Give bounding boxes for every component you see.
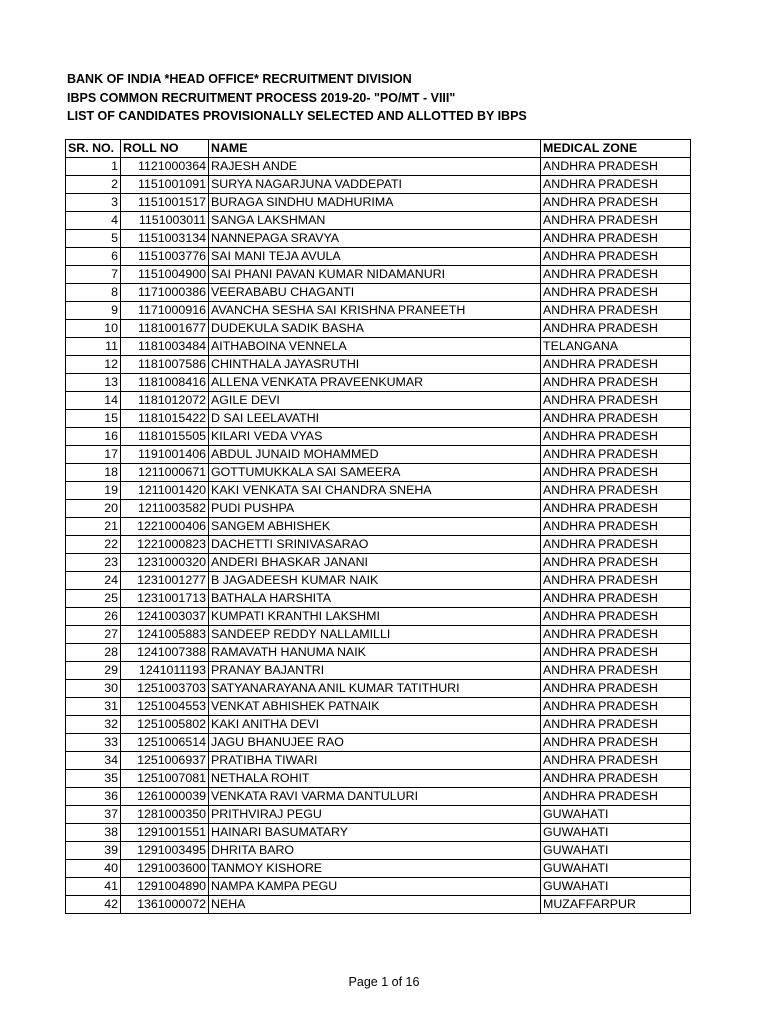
table-row [66, 392, 691, 410]
sr-no-cell: 17 [66, 446, 121, 464]
table-row [66, 806, 691, 824]
sr-no-cell: 36 [66, 788, 121, 806]
table-row [66, 320, 691, 338]
name-cell: SAI MANI TEJA AVULA [209, 248, 541, 266]
table-row [66, 482, 691, 500]
name-cell: NANNEPAGA SRAVYA [209, 230, 541, 248]
medical-zone-cell: ANDHRA PRADESH [541, 464, 691, 482]
roll-no-cell: 1231001277 [121, 572, 209, 590]
medical-zone-cell: ANDHRA PRADESH [541, 590, 691, 608]
roll-no-cell: 1151001517 [121, 194, 209, 212]
medical-zone-cell: ANDHRA PRADESH [541, 284, 691, 302]
medical-zone-cell: MUZAFFARPUR [541, 896, 691, 914]
sr-no-cell: 28 [66, 644, 121, 662]
medical-zone-cell: GUWAHATI [541, 878, 691, 896]
roll-no-cell: 1151003134 [121, 230, 209, 248]
sr-no-cell: 22 [66, 536, 121, 554]
roll-no-cell: 1291003495 [121, 842, 209, 860]
sr-no-cell: 31 [66, 698, 121, 716]
table-row [66, 536, 691, 554]
name-cell: NEHA [209, 896, 541, 914]
sr-no-cell: 33 [66, 734, 121, 752]
sr-no-cell: 20 [66, 500, 121, 518]
medical-zone-cell: ANDHRA PRADESH [541, 500, 691, 518]
sr-no-cell: 13 [66, 374, 121, 392]
roll-no-cell: 1181003484 [121, 338, 209, 356]
name-cell: HAINARI BASUMATARY [209, 824, 541, 842]
table-row [66, 500, 691, 518]
roll-no-cell: 1181015505 [121, 428, 209, 446]
name-cell: RAMAVATH HANUMA NAIK [209, 644, 541, 662]
name-cell: VENKATA RAVI VARMA DANTULURI [209, 788, 541, 806]
sr-no-cell: 25 [66, 590, 121, 608]
table-row [66, 716, 691, 734]
medical-zone-cell: ANDHRA PRADESH [541, 230, 691, 248]
medical-zone-cell: ANDHRA PRADESH [541, 788, 691, 806]
column-header-medical-zone: MEDICAL ZONE [541, 140, 691, 158]
medical-zone-cell: ANDHRA PRADESH [541, 428, 691, 446]
roll-no-cell: 1151001091 [121, 176, 209, 194]
heading-line-1: BANK OF INDIA *HEAD OFFICE* RECRUITMENT DIVISION [67, 72, 412, 86]
sr-no-cell: 7 [66, 266, 121, 284]
name-cell: SATYANARAYANA ANIL KUMAR TATITHURI [209, 680, 541, 698]
roll-no-cell: 1151004900 [121, 266, 209, 284]
name-cell: KILARI VEDA VYAS [209, 428, 541, 446]
name-cell: ANDERI BHASKAR JANANI [209, 554, 541, 572]
sr-no-cell: 21 [66, 518, 121, 536]
name-cell: BATHALA HARSHITA [209, 590, 541, 608]
roll-no-cell: 1151003011 [121, 212, 209, 230]
medical-zone-cell: ANDHRA PRADESH [541, 302, 691, 320]
table-row [66, 158, 691, 176]
sr-no-cell: 11 [66, 338, 121, 356]
name-cell: RAJESH ANDE [209, 158, 541, 176]
sr-no-cell: 19 [66, 482, 121, 500]
name-cell: DHRITA BARO [209, 842, 541, 860]
roll-no-cell: 1181015422 [121, 410, 209, 428]
table-row [66, 698, 691, 716]
name-cell: SANGA LAKSHMAN [209, 212, 541, 230]
table-row [66, 842, 691, 860]
sr-no-cell: 32 [66, 716, 121, 734]
name-cell: NETHALA ROHIT [209, 770, 541, 788]
table-row [66, 572, 691, 590]
sr-no-cell: 6 [66, 248, 121, 266]
medical-zone-cell: ANDHRA PRADESH [541, 392, 691, 410]
medical-zone-cell: ANDHRA PRADESH [541, 518, 691, 536]
sr-no-cell: 29 [66, 662, 121, 680]
roll-no-cell: 1251006937 [121, 752, 209, 770]
page-number: Page 1 of 16 [348, 975, 420, 989]
sr-no-cell: 2 [66, 176, 121, 194]
roll-no-cell: 1171000386 [121, 284, 209, 302]
sr-no-cell: 3 [66, 194, 121, 212]
name-cell: NAMPA KAMPA PEGU [209, 878, 541, 896]
medical-zone-cell: ANDHRA PRADESH [541, 536, 691, 554]
medical-zone-cell: ANDHRA PRADESH [541, 698, 691, 716]
table-row [66, 176, 691, 194]
roll-no-cell: 1361000072 [121, 896, 209, 914]
sr-no-cell: 35 [66, 770, 121, 788]
roll-no-cell: 1181012072 [121, 392, 209, 410]
roll-no-cell: 1231001713 [121, 590, 209, 608]
sr-no-cell: 15 [66, 410, 121, 428]
name-cell: ALLENA VENKATA PRAVEENKUMAR [209, 374, 541, 392]
table-row [66, 356, 691, 374]
table-row [66, 410, 691, 428]
column-header-sr-no: SR. NO. [66, 140, 121, 158]
name-cell: PRATIBHA TIWARI [209, 752, 541, 770]
table-row [66, 860, 691, 878]
roll-no-cell: 1251005802 [121, 716, 209, 734]
roll-no-cell: 1291001551 [121, 824, 209, 842]
roll-no-cell: 1151003776 [121, 248, 209, 266]
name-cell: ABDUL JUNAID MOHAMMED [209, 446, 541, 464]
medical-zone-cell: ANDHRA PRADESH [541, 626, 691, 644]
roll-no-cell: 1251004553 [121, 698, 209, 716]
medical-zone-cell: GUWAHATI [541, 842, 691, 860]
sr-no-cell: 9 [66, 302, 121, 320]
sr-no-cell: 34 [66, 752, 121, 770]
medical-zone-cell: TELANGANA [541, 338, 691, 356]
sr-no-cell: 14 [66, 392, 121, 410]
medical-zone-cell: GUWAHATI [541, 824, 691, 842]
table-row [66, 626, 691, 644]
medical-zone-cell: ANDHRA PRADESH [541, 410, 691, 428]
roll-no-cell: 1251007081 [121, 770, 209, 788]
name-cell: SANDEEP REDDY NALLAMILLI [209, 626, 541, 644]
table-row [66, 896, 691, 914]
table-row [66, 248, 691, 266]
sr-no-cell: 38 [66, 824, 121, 842]
sr-no-cell: 10 [66, 320, 121, 338]
candidates-table [65, 139, 691, 914]
medical-zone-cell: ANDHRA PRADESH [541, 446, 691, 464]
sr-no-cell: 30 [66, 680, 121, 698]
sr-no-cell: 37 [66, 806, 121, 824]
sr-no-cell: 16 [66, 428, 121, 446]
roll-no-cell: 1251006514 [121, 734, 209, 752]
name-cell: SANGEM ABHISHEK [209, 518, 541, 536]
column-header-name: NAME [209, 140, 541, 158]
name-cell: AVANCHA SESHA SAI KRISHNA PRANEETH [209, 302, 541, 320]
roll-no-cell: 1241003037 [121, 608, 209, 626]
medical-zone-cell: ANDHRA PRADESH [541, 320, 691, 338]
name-cell: DACHETTI SRINIVASARAO [209, 536, 541, 554]
medical-zone-cell: ANDHRA PRADESH [541, 734, 691, 752]
roll-no-cell: 1241005883 [121, 626, 209, 644]
sr-no-cell: 23 [66, 554, 121, 572]
medical-zone-cell: ANDHRA PRADESH [541, 194, 691, 212]
roll-no-cell: 1171000916 [121, 302, 209, 320]
table-row [66, 212, 691, 230]
sr-no-cell: 4 [66, 212, 121, 230]
roll-no-cell: 1241007388 [121, 644, 209, 662]
name-cell: TANMOY KISHORE [209, 860, 541, 878]
column-header-roll-no: ROLL NO [121, 140, 209, 158]
name-cell: DUDEKULA SADIK BASHA [209, 320, 541, 338]
name-cell: GOTTUMUKKALA SAI SAMEERA [209, 464, 541, 482]
medical-zone-cell: ANDHRA PRADESH [541, 212, 691, 230]
roll-no-cell: 1181007586 [121, 356, 209, 374]
name-cell: PRITHVIRAJ PEGU [209, 806, 541, 824]
name-cell: PRANAY BAJANTRI [209, 662, 541, 680]
table-row [66, 194, 691, 212]
name-cell: SAI PHANI PAVAN KUMAR NIDAMANURI [209, 266, 541, 284]
sr-no-cell: 40 [66, 860, 121, 878]
roll-no-cell: 1281000350 [121, 806, 209, 824]
medical-zone-cell: GUWAHATI [541, 806, 691, 824]
sr-no-cell: 41 [66, 878, 121, 896]
sr-no-cell: 8 [66, 284, 121, 302]
table-row [66, 680, 691, 698]
medical-zone-cell: GUWAHATI [541, 860, 691, 878]
roll-no-cell: 1251003703 [121, 680, 209, 698]
table-row [66, 644, 691, 662]
table-row [66, 464, 691, 482]
name-cell: KAKI VENKATA SAI CHANDRA SNEHA [209, 482, 541, 500]
medical-zone-cell: ANDHRA PRADESH [541, 608, 691, 626]
table-row [66, 230, 691, 248]
table-row [66, 590, 691, 608]
name-cell: SURYA NAGARJUNA VADDEPATI [209, 176, 541, 194]
sr-no-cell: 24 [66, 572, 121, 590]
name-cell: BURAGA SINDHU MADHURIMA [209, 194, 541, 212]
medical-zone-cell: ANDHRA PRADESH [541, 266, 691, 284]
sr-no-cell: 42 [66, 896, 121, 914]
medical-zone-cell: ANDHRA PRADESH [541, 176, 691, 194]
sr-no-cell: 5 [66, 230, 121, 248]
roll-no-cell: 1211001420 [121, 482, 209, 500]
roll-no-cell: 1261000039 [121, 788, 209, 806]
name-cell: CHINTHALA JAYASRUTHI [209, 356, 541, 374]
table-row [66, 518, 691, 536]
table-row [66, 878, 691, 896]
roll-no-cell: 1241011193 [121, 662, 209, 680]
table-row [66, 824, 691, 842]
name-cell: KAKI ANITHA DEVI [209, 716, 541, 734]
roll-no-cell: 1231000320 [121, 554, 209, 572]
roll-no-cell: 1221000406 [121, 518, 209, 536]
table-row [66, 554, 691, 572]
roll-no-cell: 1181001677 [121, 320, 209, 338]
name-cell: KUMPATI KRANTHI LAKSHMI [209, 608, 541, 626]
sr-no-cell: 27 [66, 626, 121, 644]
medical-zone-cell: ANDHRA PRADESH [541, 482, 691, 500]
medical-zone-cell: ANDHRA PRADESH [541, 644, 691, 662]
roll-no-cell: 1291003600 [121, 860, 209, 878]
name-cell: B JAGADEESH KUMAR NAIK [209, 572, 541, 590]
name-cell: D SAI LEELAVATHI [209, 410, 541, 428]
name-cell: PUDI PUSHPA [209, 500, 541, 518]
table-row [66, 752, 691, 770]
medical-zone-cell: ANDHRA PRADESH [541, 680, 691, 698]
roll-no-cell: 1211003582 [121, 500, 209, 518]
heading-line-3: LIST OF CANDIDATES PROVISIONALLY SELECTED AND ALLOTTED BY IBPS [67, 109, 527, 123]
roll-no-cell: 1181008416 [121, 374, 209, 392]
medical-zone-cell: ANDHRA PRADESH [541, 374, 691, 392]
roll-no-cell: 1221000823 [121, 536, 209, 554]
name-cell: JAGU BHANUJEE RAO [209, 734, 541, 752]
table-row [66, 446, 691, 464]
roll-no-cell: 1121000364 [121, 158, 209, 176]
document-heading [67, 70, 527, 126]
medical-zone-cell: ANDHRA PRADESH [541, 716, 691, 734]
table-row [66, 770, 691, 788]
sr-no-cell: 26 [66, 608, 121, 626]
heading-line-2: IBPS COMMON RECRUITMENT PROCESS 2019-20- "PO/MT - VIII" [67, 90, 456, 105]
table-row [66, 734, 691, 752]
name-cell: VEERABABU CHAGANTI [209, 284, 541, 302]
name-cell: VENKAT ABHISHEK PATNAIK [209, 698, 541, 716]
table-header-row [66, 140, 691, 158]
name-cell: AGILE DEVI [209, 392, 541, 410]
table-row [66, 266, 691, 284]
table-row [66, 284, 691, 302]
table-row [66, 662, 691, 680]
table-row [66, 608, 691, 626]
sr-no-cell: 39 [66, 842, 121, 860]
medical-zone-cell: ANDHRA PRADESH [541, 572, 691, 590]
medical-zone-cell: ANDHRA PRADESH [541, 554, 691, 572]
table-row [66, 374, 691, 392]
sr-no-cell: 12 [66, 356, 121, 374]
roll-no-cell: 1191001406 [121, 446, 209, 464]
table-row [66, 302, 691, 320]
table-row [66, 338, 691, 356]
sr-no-cell: 18 [66, 464, 121, 482]
medical-zone-cell: ANDHRA PRADESH [541, 356, 691, 374]
medical-zone-cell: ANDHRA PRADESH [541, 752, 691, 770]
medical-zone-cell: ANDHRA PRADESH [541, 662, 691, 680]
sr-no-cell: 1 [66, 158, 121, 176]
name-cell: AITHABOINA VENNELA [209, 338, 541, 356]
roll-no-cell: 1291004890 [121, 878, 209, 896]
medical-zone-cell: ANDHRA PRADESH [541, 158, 691, 176]
medical-zone-cell: ANDHRA PRADESH [541, 248, 691, 266]
roll-no-cell: 1211000671 [121, 464, 209, 482]
table-row [66, 788, 691, 806]
table-row [66, 428, 691, 446]
medical-zone-cell: ANDHRA PRADESH [541, 770, 691, 788]
